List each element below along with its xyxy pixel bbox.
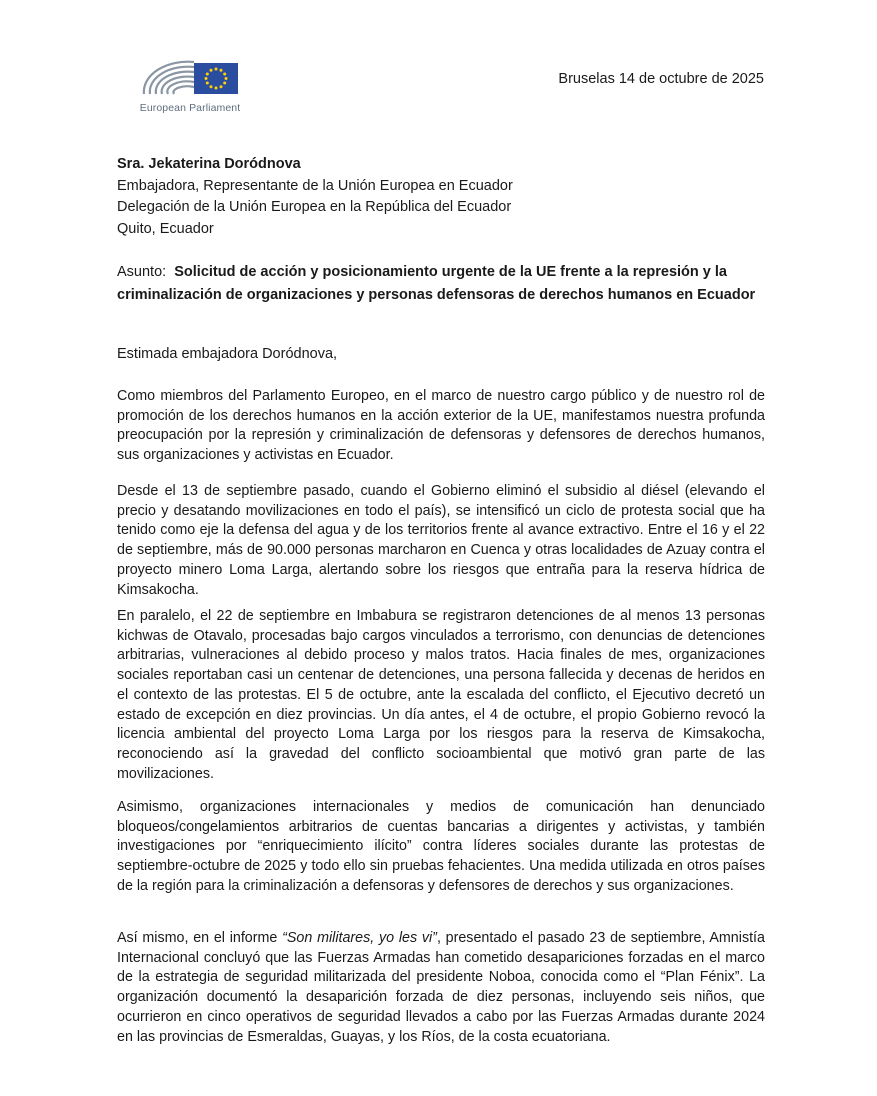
european-parliament-logo (136, 50, 246, 120)
logo-label: European Parliament (139, 102, 241, 114)
salutation: Estimada embajadora Doródnova, (117, 346, 338, 362)
addressee-title: Embajadora, Representante de la Unión Europea en Ecuador (117, 177, 513, 194)
paragraph-5-body: , presentado el pasado 23 de septiembre, Amnistía Internacional concluyó que las Fuerzas Armadas han cometido desapariciones forzadas en el marco de la estrategia de seguridad militarizada del presidente Noboa, conocida como el “Plan Fénix”. La organización documentó la desaparición forzada de diez personas, incluyendo seis niños, que ocurrieron en cinco operativos de seguridad llevados a cabo por las Fuerzas Armadas durante 2024 en las provincias de Esmeraldas, Guayas, y los Ríos, de la costa ecuatoriana. (117, 930, 765, 1045)
paragraph-1: Como miembros del Parlamento Europeo, en el marco de nuestro cargo público y de nuestro rol de promoción de los derechos humanos en la acción exterior de la UE, manifestamos nuestra profunda preocupación por la represión y criminalización de defensoras y defensores de derechos humanos, sus organizaciones y activistas en Ecuador. (117, 388, 765, 464)
addressee-organization: Delegación de la Unión Europea en la República del Ecuador (117, 199, 512, 215)
subject-line (117, 261, 777, 307)
report-title: “Son militares, yo les vi” (282, 930, 437, 946)
letter-date: Bruselas 14 de octubre de 2025 (558, 71, 764, 87)
paragraph-4: Asimismo, organizaciones internacionales y medios de comunicación han denunciado bloqueos/congelamientos arbitrarios de cuentas bancarias a dirigentes y activistas, y también investigaciones por “enriquecimiento ilícito” contra líderes sociales durante las protestas de septiembre-octubre de 2025 y todo ello sin pruebas fehacientes. Una medida utilizada en otros países de la región para la criminalización a defensoras y defensores de derechos y sus organizaciones. (117, 799, 765, 894)
addressee-name: Sra. Jekaterina Doródnova (117, 156, 301, 172)
paragraph-5 (117, 929, 765, 1047)
parliament-hemicycle-icon (136, 50, 246, 104)
subject-label: Asunto: (117, 264, 167, 280)
addressee-city: Quito, Ecuador (117, 220, 214, 237)
addressee-block (117, 154, 777, 240)
subject-text: Solicitud de acción y posicionamiento urgente de la UE frente a la represión y la criminalización de organizaciones y personas defensoras de derechos humanos en Ecuador (117, 264, 756, 303)
paragraph-5-intro: Así mismo, en el informe (117, 930, 283, 946)
paragraph-3: En paralelo, el 22 de septiembre en Imbabura se registraron detenciones de al menos 13 personas kichwas de Otavalo, procesadas bajo cargos vinculados a terrorismo, con denuncias de detenciones arbitrarias, vulneraciones al debido proceso y malos tratos. Hacia finales de mes, organizaciones sociales reportaban casi un centenar de detenciones, una persona fallecida y decenas de heridos en el contexto de las protestas. El 5 de octubre, ante la escalada del conflicto, el Ejecutivo decretó un estado de excepción en diez provincias. Un día antes, el 4 de octubre, el propio Gobierno revocó la licencia ambiental del proyecto Loma Larga por los riesgos para la reserva de Kimsakocha, reconociendo así la gravedad del conflicto socioambiental que motivó gran parte de las movilizaciones. (117, 608, 765, 782)
paragraph-2: Desde el 13 de septiembre pasado, cuando el Gobierno eliminó el subsidio al diésel (elevando el precio y desatando movilizaciones en todo el país), se intensificó un ciclo de protesta social que ha tenido como eje la defensa del agua y de los territorios frente al avance extractivo. Entre el 16 y el 22 de septiembre, más de 90.000 personas marcharon en Cuenca y otras localidades de Azuay contra el proyecto minero Loma Larga, alertando sobre los riesgos que entraña para la reserva hídrica de Kimsakocha. (117, 483, 765, 598)
